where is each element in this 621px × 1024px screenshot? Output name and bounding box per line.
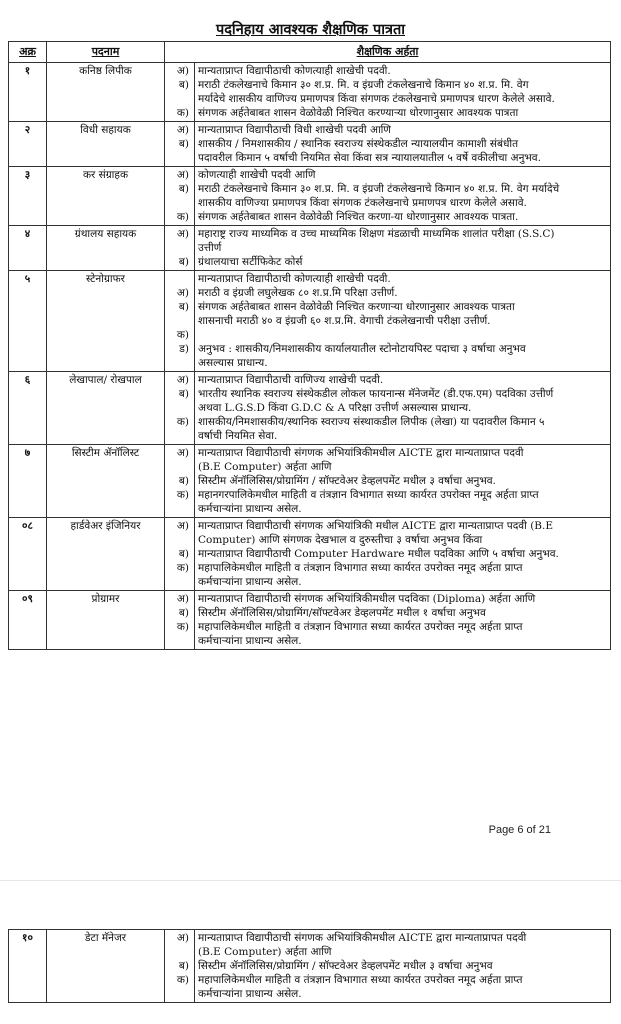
item-marker	[168, 987, 189, 1001]
qualification-table	[8, 41, 611, 650]
post-name: लेखापाल/ रोखपाल	[47, 372, 165, 445]
table-body-continued	[9, 930, 611, 1003]
qualification-line: मर्यादेचे शासकीय वाणिज्य प्रमाणपत्र किंवा संगणक टंकलेखनाचे प्रमाणपत्र धारण केलेले असावे.	[198, 93, 555, 105]
qualification-line: संगणक अर्हतेबाबत शासन वेळोवेळी निश्चित करणा-या धोरणानुसार आवश्यक पात्रता.	[198, 211, 519, 223]
serial-number: ३	[9, 167, 47, 226]
qualification-line: सिस्टीम ॲनॉलिसिस/प्रोग्रामिंग / सॉफ्टवेअर डेव्हलपमेंट मधील ३ वर्षाचा अनुभव	[198, 960, 493, 972]
qualification-line: शासकीय / निमशासकीय / स्थानिक स्वराज्य संस्थेकडील न्यायालयीन कामाशी संबंधीत	[198, 138, 519, 150]
qualification-line: महापालिकेमधील माहिती व तंत्रज्ञान विभागात सध्या कार्यरत उपरोक्त नमूद अर्हता प्राप्त	[198, 974, 523, 986]
qualification-line: शासकीय वाणिज्या प्रमाणपत्र किंवा संगणक टंकलेखनाचे प्रमाणपत्र धारण केलेले असावे.	[198, 197, 527, 209]
qualification-line: मान्यताप्राप्त विद्यापीठाची विधी शाखेची पदवी आणि	[198, 124, 391, 136]
table-row	[9, 518, 611, 591]
table-body	[9, 63, 611, 650]
item-marker: अ)	[176, 65, 189, 77]
qualification-line: पदावरील किमान ५ वर्षाची नियमित सेवा किंवा सत्र न्यायालयातील ५ वर्षे वकीलीचा अनुभव.	[198, 152, 541, 164]
item-marker: ब)	[178, 301, 189, 313]
qualification-line: महापालिकेमधील माहिती व तंत्रज्ञान विभागात सध्या कार्यरत उपरोक्त नमूद अर्हता प्राप्त	[198, 621, 523, 633]
serial-number: १०	[9, 930, 47, 1003]
item-marker	[168, 575, 189, 589]
post-name: स्टेनोग्राफर	[47, 271, 165, 372]
qualification-line: मराठी व इंग्रजी लघुलेखक ८० श.प्र.मि परिक्षा उत्तीर्ण.	[198, 287, 398, 299]
serial-number: ०९	[9, 591, 47, 650]
item-marker: अ)	[176, 124, 189, 136]
qualification-line: वर्षाची नियमित सेवा.	[198, 430, 278, 442]
qualification-table-continued	[8, 929, 611, 1003]
marker-column	[165, 63, 195, 122]
item-marker	[168, 429, 189, 443]
table-row	[9, 445, 611, 518]
item-marker	[168, 401, 189, 415]
qualification-line: मान्यताप्राप्त विद्यापीठाची वाणिज्य शाखेची पदवी.	[198, 374, 384, 386]
qualification-line: मान्यताप्राप्त विद्यापीठाची कोणत्याही शाखेची पदवी.	[198, 273, 391, 285]
serial-number: २	[9, 122, 47, 167]
table-row	[9, 591, 611, 650]
qualification-line: भारतीय स्थानिक स्वराज्य संस्थेकडील लोकल फायनान्स मॅनेजमेंट (डी.एफ.एम) पदविका उत्तीर्ण	[198, 388, 554, 400]
header-post: पदनाम	[47, 42, 165, 63]
item-marker: अ)	[176, 520, 189, 532]
qualification-text	[195, 930, 611, 1003]
qualification-text	[195, 122, 611, 167]
serial-number: ५	[9, 271, 47, 372]
header-serial: अक्र	[9, 42, 47, 63]
qualification-line: अनुभव : शासकीय/निमशासकीय कार्यालयातील स्टोनोटायपिस्ट पदाचा ३ वर्षाचा अनुभव	[198, 343, 526, 355]
table-row	[9, 372, 611, 445]
post-name: डेटा मॅनेजर	[47, 930, 165, 1003]
item-marker: ब)	[178, 79, 189, 91]
table-row	[9, 271, 611, 372]
item-marker: अ)	[176, 447, 189, 459]
post-name: सिस्टीम ॲनॉलिस्ट	[47, 445, 165, 518]
qualification-line: शासनाची मराठी ४० व इंग्रजी ६० श.प्र.मि. वेगाची टंकलेखनाची परीक्षा उत्तीर्ण.	[198, 315, 491, 327]
item-marker: अ)	[176, 169, 189, 181]
qualification-line	[198, 328, 607, 342]
item-marker	[168, 241, 189, 255]
qualification-line: कर्मचाऱ्यांना प्राधान्य असेल.	[198, 635, 302, 647]
qualification-line: मान्यताप्राप्त विद्यापीठाची कोणत्याही शाखेची पदवी.	[198, 65, 391, 77]
post-name: प्रोग्रामर	[47, 591, 165, 650]
item-marker	[168, 151, 189, 165]
item-marker: ब)	[178, 960, 189, 972]
table-row	[9, 930, 611, 1003]
qualification-line: मराठी टंकलेखनाचे किमान ३० श.प्र. मि. व इंग्रजी टंकलेखनाचे किमान ४० श.प्र. मि. वेग	[198, 79, 529, 91]
item-marker: ब)	[178, 475, 189, 487]
qualification-text	[195, 372, 611, 445]
item-marker: ब)	[178, 138, 189, 150]
item-marker	[168, 92, 189, 106]
marker-column	[165, 445, 195, 518]
table-header-row	[9, 42, 611, 63]
item-marker	[168, 314, 189, 328]
marker-column	[165, 122, 195, 167]
header-qualification: शैक्षणिक अर्हता	[165, 42, 611, 63]
qualification-line: शासकीय/निमशासकीय/स्थानिक स्वराज्य संस्थाकडील लिपीक (लेखा) या पदावरील किमान ५	[198, 416, 545, 428]
qualification-line: मान्यताप्राप्त विद्यापीठाची संगणक अभियांत्रिकी मधील AICTE द्वारा मान्यताप्राप्त पदवी (B.E	[198, 520, 554, 532]
item-marker: क)	[176, 211, 189, 223]
item-marker	[168, 196, 189, 210]
qualification-line: मान्यताप्राप्त विद्यापीठाची संगणक अभियांत्रिकीमधील AICTE द्वारा मान्यताप्राप्त पदवी	[198, 447, 524, 459]
item-marker	[168, 634, 189, 648]
qualification-line: सिस्टीम ॲनॉलिसिस/प्रोग्रामिंग / सॉफ्टवेअर डेव्हलपमेंट मधील ३ वर्षाचा अनुभव.	[198, 475, 496, 487]
item-marker: क)	[176, 562, 189, 574]
marker-column	[165, 226, 195, 271]
qualification-text	[195, 591, 611, 650]
item-marker: क)	[176, 416, 189, 428]
item-marker	[168, 460, 189, 474]
item-marker: ब)	[178, 388, 189, 400]
item-marker: ब)	[178, 256, 189, 268]
qualification-line: कर्मचाऱ्यांना प्राधान्य असेल.	[198, 576, 302, 588]
qualification-line: मान्यताप्राप्त विद्यापीठाची Computer Hardware मधील पदविका आणि ५ वर्षाचा अनुभव.	[198, 548, 559, 560]
qualification-text	[195, 445, 611, 518]
serial-number: ०८	[9, 518, 47, 591]
item-marker	[168, 533, 189, 547]
qualification-text	[195, 271, 611, 372]
marker-column	[165, 518, 195, 591]
item-marker: क)	[176, 974, 189, 986]
qualification-line: (B.E Computer) अर्हता आणि	[198, 946, 332, 958]
table-row	[9, 167, 611, 226]
qualification-line: मान्यताप्राप्त विद्यापीठाची संगणक अभियांत्रिकीमधील AICTE द्वारा मान्यताप्रापत पदवी	[198, 932, 527, 944]
item-marker: ब)	[178, 183, 189, 195]
qualification-line: कोणत्याही शाखेची पदवी आणि	[198, 169, 316, 181]
post-name: विधी सहायक	[47, 122, 165, 167]
marker-column	[165, 167, 195, 226]
qualification-line: मान्यताप्राप्त विद्यापीठाची संगणक अभियांत्रिकीमधील पदविका (Diploma) अर्हता आणि	[198, 593, 536, 605]
qualification-line: Computer) आणि संगणक देखभाल व दुरुस्तीचा ३ वर्षाचा अनुभव किंवा	[198, 534, 483, 546]
item-marker: अ)	[176, 593, 189, 605]
qualification-text	[195, 226, 611, 271]
post-name: हार्डवेअर इंजिनियर	[47, 518, 165, 591]
qualification-line: ग्रंथालयाचा सर्टीफिकेट कोर्स	[198, 256, 303, 268]
qualification-line: कर्मचाऱ्यांना प्राधान्य असेल.	[198, 503, 302, 515]
marker-column	[165, 930, 195, 1003]
item-marker: ड)	[179, 343, 189, 355]
qualification-line: उत्तीर्ण	[198, 242, 222, 254]
table-row	[9, 122, 611, 167]
qualification-line: संगणक अर्हतेबाबत शासन वेळोवेळी निश्चित करण्याऱ्या धोरणानुसार आवश्यक पात्रता	[198, 107, 519, 119]
serial-number: ७	[9, 445, 47, 518]
qualification-line: महाराष्ट्र राज्य माध्यमिक व उच्च माध्यमिक शिक्षण मंडळाची माध्यमिक शालांत परीक्षा (S.S.C)	[198, 228, 555, 240]
qualification-line: महापालिकेमधील माहिती व तंत्रज्ञान विभागात सध्या कार्यरत उपरोक्त नमूद अर्हता प्राप्त	[198, 562, 523, 574]
page-title: पदनिहाय आवश्यक शैक्षणिक पात्रता	[216, 21, 405, 38]
item-marker	[168, 272, 189, 286]
serial-number: १	[9, 63, 47, 122]
qualification-text	[195, 63, 611, 122]
page-divider	[0, 880, 621, 881]
qualification-line: संगणक अर्हतेबाबत शासन वेळोवेळी निश्चित करणाऱ्या धोरणानुसार आवश्यक पात्रता	[198, 301, 515, 313]
qualification-text	[195, 167, 611, 226]
item-marker: ब)	[178, 607, 189, 619]
qualification-text	[195, 518, 611, 591]
qualification-line: अथवा L.G.S.D किंवा G.D.C & A परिक्षा उत्तीर्ण असल्यास प्राधान्य.	[198, 402, 472, 414]
post-name: कर संग्राहक	[47, 167, 165, 226]
serial-number: ६	[9, 372, 47, 445]
post-name: कनिष्ठ लिपीक	[47, 63, 165, 122]
item-marker: क)	[176, 621, 189, 633]
serial-number: ४	[9, 226, 47, 271]
item-marker	[168, 502, 189, 516]
qualification-line: (B.E Computer) अर्हता आणि	[198, 461, 332, 473]
table-row	[9, 226, 611, 271]
item-marker: क)	[176, 329, 189, 341]
marker-column	[165, 591, 195, 650]
marker-column	[165, 372, 195, 445]
qualification-line: असल्यास प्राधान्य.	[198, 357, 268, 369]
qualification-line: मराठी टंकलेखनाचे किमान ३० श.प्र. मि. व इंग्रजी टंकलेखनाचे किमान ४० श.प्र. मि. वेग मर्यादेचे	[198, 183, 560, 195]
qualification-line: कर्मचाऱ्यांना प्राधान्य असेल.	[198, 988, 302, 1000]
qualification-line: सिस्टीम ॲनॉलिसिस/प्रोग्रामिंग/सॉफ्टवेअर डेव्हलपमेंट मधील १ वर्षाचा अनुभव	[198, 607, 486, 619]
item-marker	[168, 945, 189, 959]
item-marker: अ)	[176, 374, 189, 386]
post-name: ग्रंथालय सहायक	[47, 226, 165, 271]
item-marker: ब)	[178, 548, 189, 560]
item-marker: अ)	[176, 287, 189, 299]
marker-column	[165, 271, 195, 372]
page-number: Page 6 of 21	[488, 824, 551, 836]
item-marker: अ)	[176, 932, 189, 944]
qualification-line: महानगरपालिकेमधील माहिती व तंत्रज्ञान विभागात सध्या कार्यरत उपरोक्त नमूद अर्हता प्राप्त	[198, 489, 539, 501]
item-marker: अ)	[176, 228, 189, 240]
item-marker: क)	[176, 489, 189, 501]
item-marker	[168, 356, 189, 370]
item-marker: क)	[176, 107, 189, 119]
table-row	[9, 63, 611, 122]
